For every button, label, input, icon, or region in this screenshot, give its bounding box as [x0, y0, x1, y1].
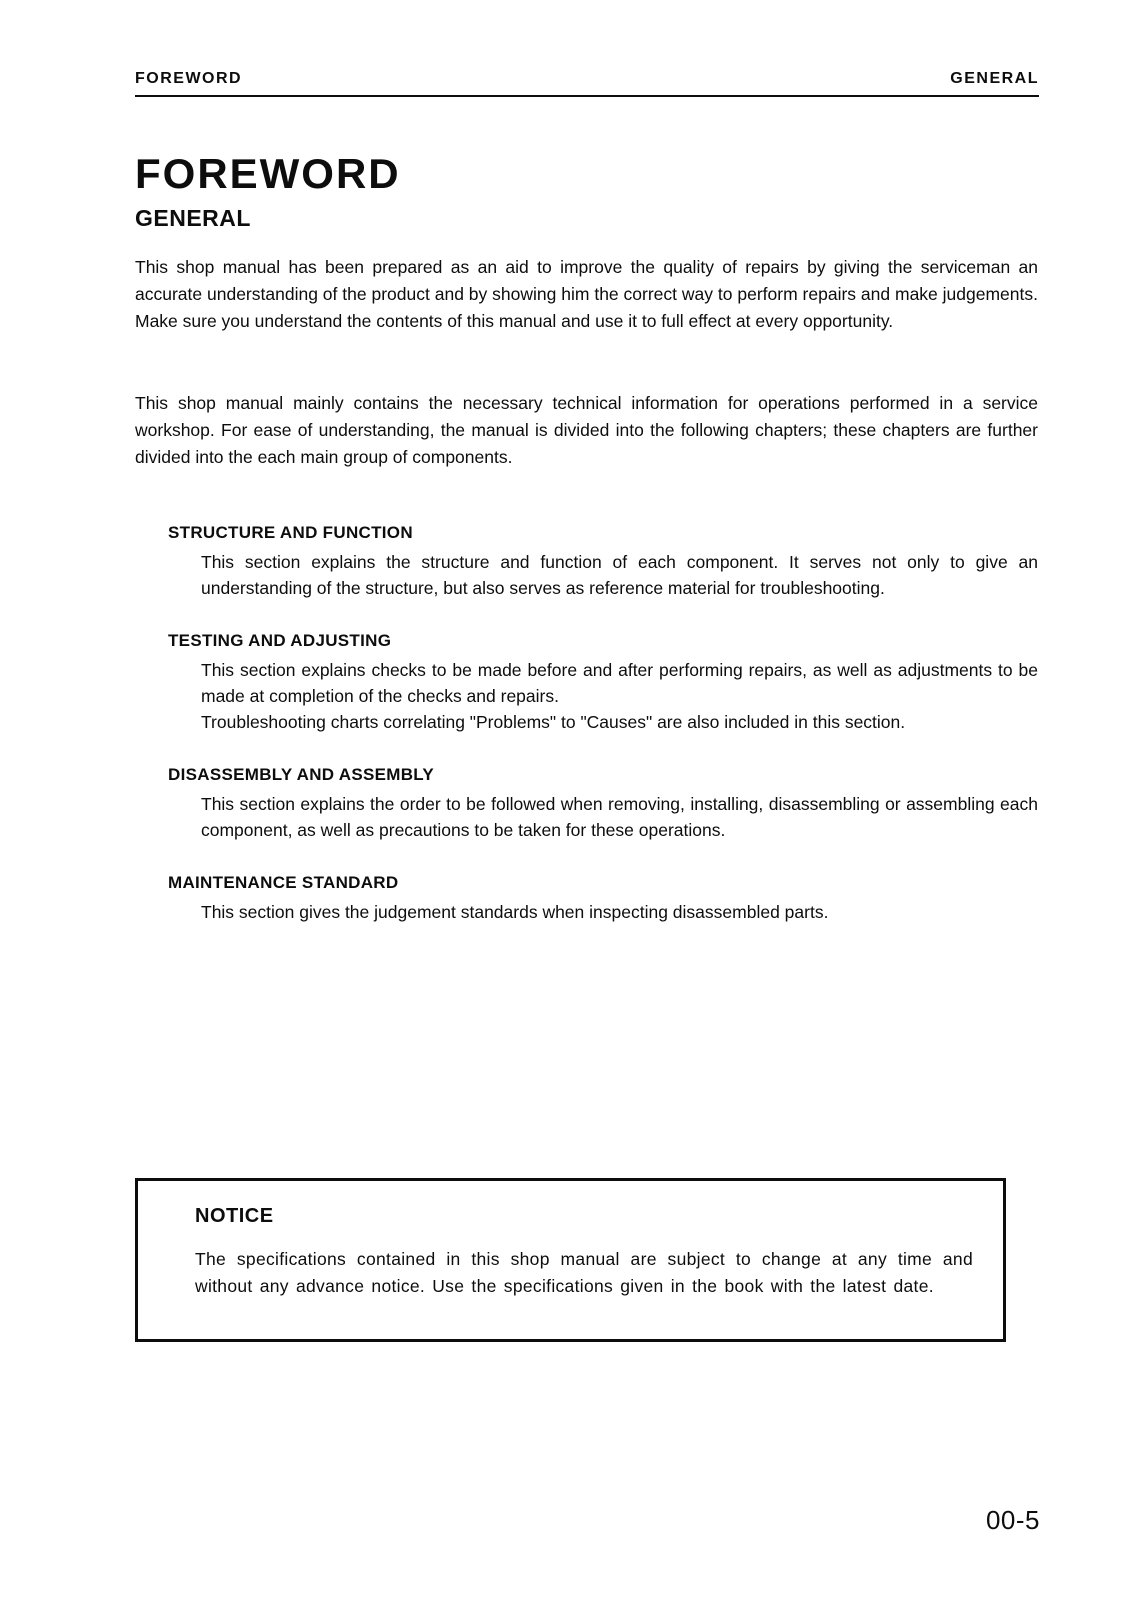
section-body: This section explains the structure and function of each component. It serves not only to give an understanding of the structure, but also serves as reference material for troubleshooting.: [201, 552, 1038, 598]
notice-heading: NOTICE: [195, 1205, 274, 1227]
page-content: [135, 150, 1038, 925]
section-body: This section explains checks to be made before and after performing repairs, as well as adjustments to be made at completion of the checks and repairs.: [201, 660, 1038, 706]
section-heading: DISASSEMBLY AND ASSEMBLY: [168, 765, 435, 784]
page-title: FOREWORD: [135, 150, 401, 197]
page-number: 00-5: [985, 1505, 1040, 1535]
running-header: [0, 0, 1131, 88]
notice-body: The specifications contained in this shop manual are subject to change at any time and without any advance notice. Use the specifications given in the book with the latest date.: [195, 1249, 973, 1296]
section-heading: STRUCTURE AND FUNCTION: [168, 523, 413, 542]
chapter-list: [135, 523, 1038, 925]
section-heading: MAINTENANCE STANDARD: [168, 873, 399, 892]
section-heading: TESTING AND ADJUSTING: [168, 631, 392, 650]
section-body: This section gives the judgement standards when inspecting disassembled parts.: [201, 902, 829, 922]
section-body: This section explains the order to be followed when removing, installing, disassembling or assembling each component, as well as precautions to be taken for these operations.: [201, 794, 1038, 840]
running-header-left: FOREWORD: [135, 70, 243, 87]
running-header-right: GENERAL: [950, 70, 1039, 87]
notice-box: [135, 1178, 1006, 1342]
section-maintenance-standard: [135, 873, 1038, 925]
intro-paragraph-2: This shop manual mainly contains the necessary technical information for operations performed in a service workshop. For ease of understanding, the manual is divided into the following chapters; these chapters are further divided into the each main group of components.: [135, 393, 1038, 467]
header-rule: [135, 95, 1039, 97]
page-subtitle: GENERAL: [135, 205, 251, 231]
intro-paragraph-1: This shop manual has been prepared as an aid to improve the quality of repairs by giving the serviceman an accurate understanding of the product and by showing him the correct way to perform repairs and make judgements. Make sure you understand the contents of this manual and use it to full effect at every opportunity.: [135, 257, 1038, 331]
section-structure-and-function: [135, 523, 1038, 601]
section-disassembly-and-assembly: [135, 765, 1038, 843]
section-body: Troubleshooting charts correlating "Problems" to "Causes" are also included in this section.: [201, 712, 906, 732]
section-testing-and-adjusting: [135, 631, 1038, 735]
